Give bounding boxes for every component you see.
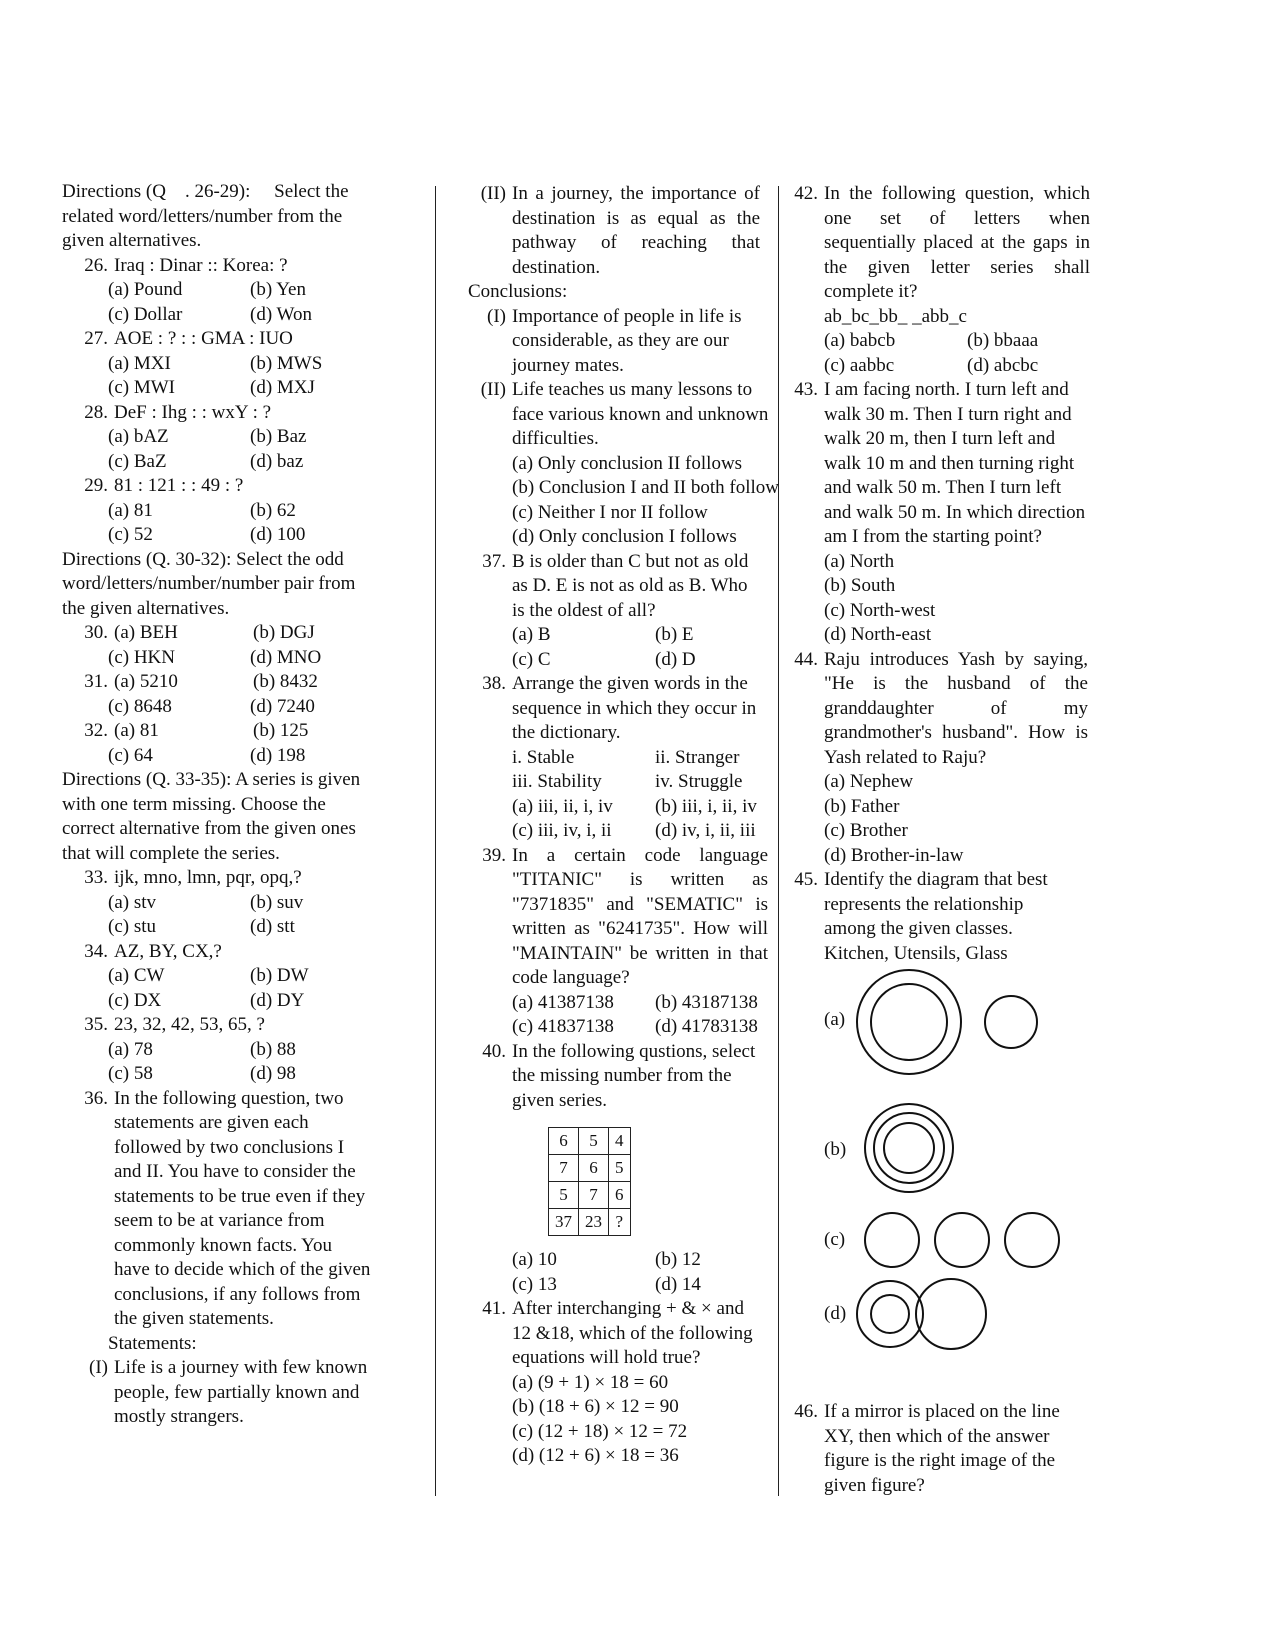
separate-circle bbox=[985, 996, 1037, 1048]
classes-text: Kitchen, Utensils, Glass bbox=[824, 942, 1008, 964]
column-divider bbox=[435, 186, 436, 1496]
question-29: 29. 81 : 121 : : 49 : ? bbox=[84, 475, 244, 496]
question-31: 31. (a) 5210 (b) 8432 bbox=[84, 671, 318, 692]
question-38: 38. Arrange the given words in the sequence in which they occur in the dictionary. bbox=[482, 673, 757, 743]
right-circle bbox=[916, 1279, 986, 1349]
statement-1: (I) Life is a journey with few known people, few partially known and mostly strangers. bbox=[89, 1357, 368, 1427]
options-41: (a) (9 + 1) × 18 = 60 (b) (18 + 6) × 12 = 90 (c) (12 + 18) × 12 = 72 (d) (12 + 6) × 18 = 36 bbox=[512, 1371, 688, 1466]
inner-circle bbox=[871, 984, 947, 1060]
statements-label: Statements: bbox=[108, 1332, 197, 1354]
options-44: (a) Nephew (b) Father (c) Brother (d) Brother-in-law bbox=[824, 771, 964, 866]
letter-series: ab_bc_bb_ _abb_c bbox=[824, 305, 967, 327]
directions-33-35: Directions (Q. 33-35): A series is given with one term missing. Choose the correct alternative from the given ones that will complete the series. bbox=[62, 769, 361, 864]
question-37: 37. B is older than C but not as old as D. E is not as old as B. Who is the oldest of all? bbox=[482, 550, 749, 621]
question-28: 28. DeF : Ihg : : wxY : ? bbox=[84, 401, 272, 423]
options-26: (a) Pound (b) Yen bbox=[108, 279, 306, 300]
directions-30-32: Directions (Q. 30-32): Select the odd word/letters/number/number pair from the given alternatives. bbox=[62, 548, 356, 619]
statement-2: (II) In a journey, the importance of destination is as equal as the pathway of reaching that destination. bbox=[480, 183, 760, 278]
option-c-label: (c) bbox=[824, 1229, 846, 1250]
directions-26-29: Directions (Q . 26-29): Select the related word/letters/number from the given alternatives. bbox=[62, 181, 349, 251]
outer-circle bbox=[865, 1104, 953, 1192]
question-42: 42. In the following question, which one set of letters when sequentially placed at the gaps in the given letter series shall complete it? bbox=[794, 183, 1090, 302]
question-41: 41. After interchanging + & × and 12 &18, which of the following equations will hold true? bbox=[482, 1298, 753, 1368]
question-36: 36. In the following question, two statements are given each followed by two conclusions I and II. You have to consider the statements to be true even if they seem to be at variance from commonly known facts. You have to decide which of the given conclusions, if any follows from the given statements. bbox=[84, 1087, 371, 1329]
circle-3 bbox=[1005, 1213, 1059, 1267]
option-d-diagram bbox=[854, 1276, 1014, 1356]
circle-2 bbox=[935, 1213, 989, 1267]
venn-options bbox=[824, 970, 1110, 1400]
number-grid: 6 5 4 7 6 5 5 7 6 37 23 ? bbox=[548, 1127, 631, 1236]
left-circle bbox=[857, 1281, 923, 1347]
question-32: 32. (a) 81 (b) 125 bbox=[84, 720, 309, 741]
option-d-label: (d) bbox=[824, 1303, 847, 1324]
question-27: 27. AOE : ? : : GMA : IUO bbox=[84, 328, 293, 349]
options-43: (a) North (b) South (c) North-west (d) North-east bbox=[824, 550, 936, 645]
conclusion-2: (II) Life teaches us many lessons to face various known and unknown difficulties. bbox=[480, 379, 769, 449]
column-right: 42. In the following question, which one set of letters when sequentially placed at the gaps in the given letter series shall complete it? ab_bc_bb_ _abb_c (a) babcb (b) bbaaa (c) aabbc (d) abcbc 43. I am facing north. I turn left and walk 30 m. Then I turn right and walk 20 m, then I turn left and walk 10 m and then turning right and walk 50 m. Then I turn left and walk 50 m. In which direction am I from the starting point? (a) North (b) South (c) North-west (d) North-east 44. Raju introduces Yash by saying, "He is the husband of the granddaughter of my grandmother's husband". How is Yash related to Raju? (a) Nephew (b) Father (c) Brother (d) Brother-in-law 45. Identify the diagram that best represents the relationship among the given classes. Kitchen, Utensils, Glass (a) (b) (c) (d) 46. If a mirror is placed on the line XY, then which of the answer figure is the right image of the given figure? bbox=[790, 182, 1110, 1498]
question-26: 26. Iraq : Dinar :: Korea: ? bbox=[84, 254, 288, 276]
option-b-label: (b) bbox=[824, 1139, 847, 1160]
question-46: 46. If a mirror is placed on the line XY, then which of the answer figure is the right image of the given figure? bbox=[794, 1401, 1060, 1496]
column-middle: (II) In a journey, the importance of destination is as equal as the pathway of reaching that destination. Conclusions: (I) Importance of people in life is considerable, as they are our journey mates. (II) Life teaches us many lessons to face various known and unknown difficulties. (a) Only conclusion II follows (b) Conclusion I and II both follow (c) Neither I nor II follow (d) Only conclusion I follows 37. B is older than C but not as old as D. E is not as old as B. Who is the oldest of all? (a) B (b) E (c) C (d) D 38. Arrange the given words in the sequence in which they occur in the dictionary. i. Stable ii. Stranger iii. Stability iv. Struggle (a) iii, ii, i, iv (b) iii, i, ii, iv (c) iii, iv, i, ii (d) iv, i, ii, iii 39. In a certain code language "TITANIC" is written as "7371835" and "SEMATIC" is written as "6241735". How will "MAINTAIN" be written in that code language? (a) 41387138 (b) 43187138 (c) 41837138 (d) 41783138 40. In the following qustions, select the missing number from the given series. 6 5 4 7 6 5 5 7 6 37 23 ? (a) 10 (b) 12 (c) 13 (d) 14 41. After interchanging + & × and 12 &18, which of the following equations will hold true? (a) (9 + 1) × 18 = 60 (b) (18 + 6) × 12 = 90 (c) (12 + 18) × 12 = 72 (d) (12 + 6) × 18 = 36 bbox=[468, 182, 798, 1469]
option-a-diagram bbox=[854, 970, 1044, 1080]
question-39: 39. In a certain code language "TITANIC" is written as "7371835" and "SEMATIC" is written as "6241735". How will "MAINTAIN" be written in that code language? bbox=[482, 844, 768, 988]
question-30: 30. (a) BEH (b) DGJ bbox=[84, 622, 315, 643]
question-43: 43. I am facing north. I turn left and walk 30 m. Then I turn right and walk 20 m, then I turn left and walk 10 m and then turning right and walk 50 m. Then I turn left and walk 50 m. In which direction am I from the starting point? bbox=[794, 379, 1086, 547]
question-33: 33. ijk, mno, lmn, pqr, opq,? bbox=[84, 867, 302, 888]
outer-circle bbox=[857, 970, 961, 1074]
option-c-diagram bbox=[854, 1210, 1094, 1270]
circle-1 bbox=[865, 1213, 919, 1267]
inner-circle bbox=[884, 1123, 934, 1173]
column-left: Directions (Q . 26-29): Select the related word/letters/number from the given alternatives. 26. Iraq : Dinar :: Korea: ? (a) Pound (b) Yen (c) Dollar (d) Won 27. AOE : ? : : GMA : IUO (a) MXI (b) MWS (c) MWI (d) MXJ 28. DeF : Ihg : : wxY : ? (a) bAZ (b) Baz (c) BaZ (d) baz 29. 81 : 121 : : 49 : ? (a) 81 (b) 62 (c) 52 (d) 100 Directions (Q. 30-32): Select the odd word/letters/number/number pair from the given alternatives. 30. (a) BEH (b) DGJ (c) HKN (d) MNO 31. (a) 5210 (b) 8432 (c) 8648 (d) 7240 32. (a) 81 (b) 125 (c) 64 (d) 198 Directions (Q. 33-35): A series is given with one term missing. Choose the correct alternative from the given ones that will complete the series. 33. ijk, mno, lmn, pqr, opq,? (a) stv (b) suv (c) stu (d) stt 34. AZ, BY, CX,? (a) CW (b) DW (c) DX (d) DY 35. 23, 32, 42, 53, 65, ? (a) 78 (b) 88 (c) 58 (d) 98 36. In the following question, two statements are given each followed by two conclusions I and II. You have to consider the statements to be true even if they seem to be at variance from commonly known facts. You have to decide which of the given conclusions, if any follows from the given statements. Statements: (I) Life is a journey with few known people, few partially known and mostly strangers. bbox=[62, 180, 392, 1430]
question-35: 35. 23, 32, 42, 53, 65, ? bbox=[84, 1014, 265, 1035]
option-b-diagram bbox=[854, 1096, 964, 1206]
left-inner-circle bbox=[871, 1295, 909, 1333]
conclusion-1: (I) Importance of people in life is considerable, as they are our journey mates. bbox=[487, 305, 742, 376]
conclusions-label: Conclusions: bbox=[468, 281, 568, 302]
question-34: 34. AZ, BY, CX,? bbox=[84, 940, 222, 962]
question-45: 45. Identify the diagram that best represents the relationship among the given classes. bbox=[794, 869, 1048, 939]
option-a-label: (a) bbox=[824, 1009, 846, 1030]
options-36: (a) Only conclusion II follows (b) Conclusion I and II both follow (c) Neither I nor II follow (d) Only conclusion I follows bbox=[512, 452, 780, 547]
question-40: 40. In the following qustions, select the missing number from the given series. bbox=[482, 1040, 756, 1111]
question-44: 44. Raju introduces Yash by saying, "He is the husband of the granddaughter of my grandmother's husband". How is Yash related to Raju? bbox=[794, 648, 1088, 768]
